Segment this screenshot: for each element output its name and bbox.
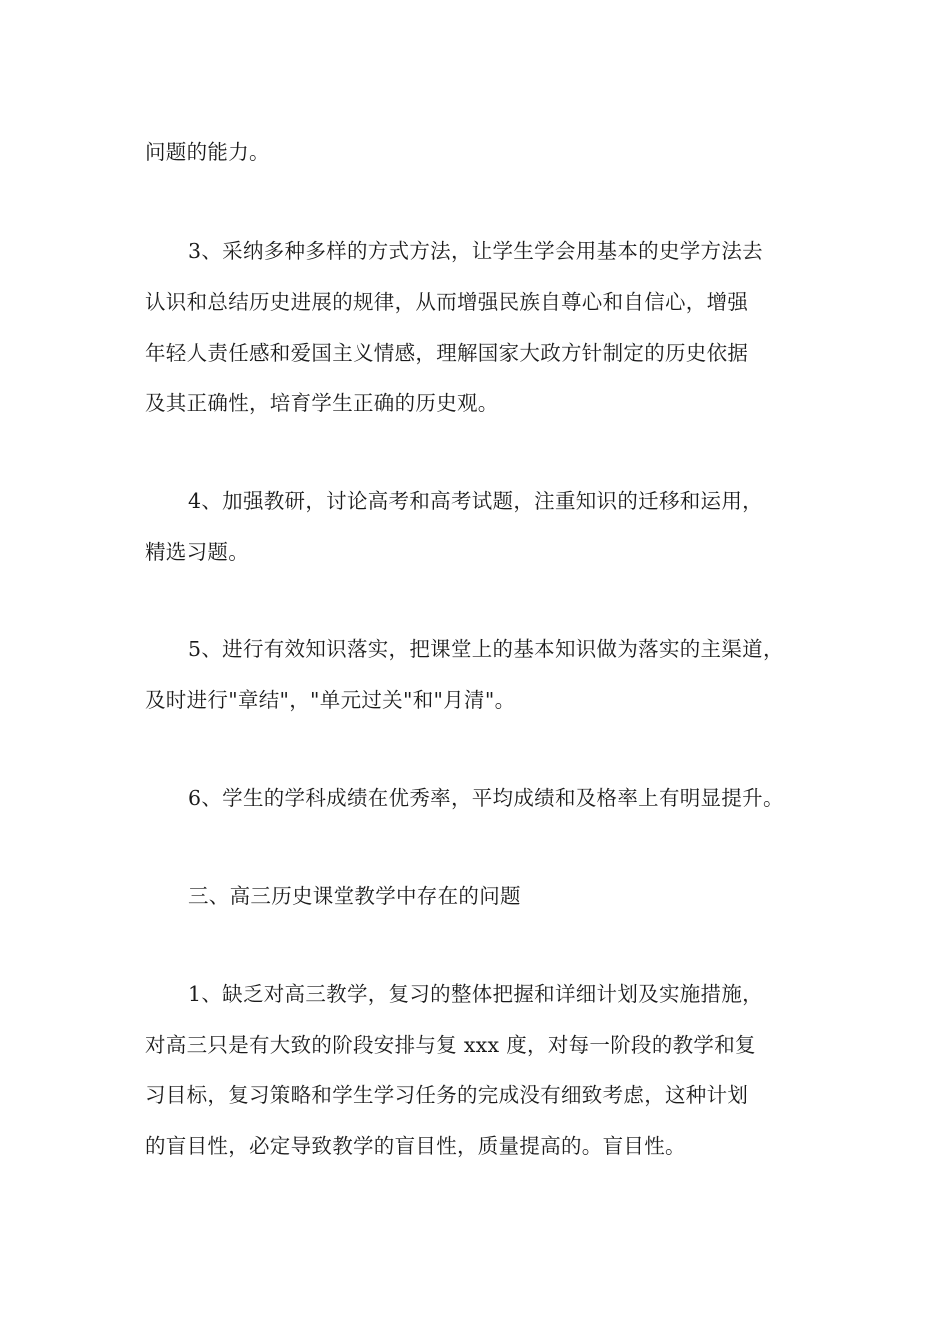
paragraph-3-line-2: 认识和总结历史进展的规律，从而增强民族自尊心和自信心，增强	[145, 290, 749, 314]
paragraph-3-line-4: 及其正确性，培育学生正确的历史观。	[145, 391, 499, 415]
paragraph-3-line-1: 3、采纳多种多样的方式方法，让学生学会用基本的史学方法去	[188, 239, 763, 263]
paragraph-continuation-line: 问题的能力。	[145, 140, 270, 164]
paragraph-4-line-2: 精选习题。	[145, 540, 249, 564]
section-heading: 三、高三历史课堂教学中存在的问题	[188, 884, 521, 908]
paragraph-problem-1-line-1: 1、缺乏对高三教学，复习的整体把握和详细计划及实施措施，	[188, 982, 763, 1006]
paragraph-5-line-1: 5、进行有效知识落实，把课堂上的基本知识做为落实的主渠道，	[188, 637, 784, 661]
paragraph-6-line-1: 6、学生的学科成绩在优秀率，平均成绩和及格率上有明显提升。	[188, 786, 784, 810]
paragraph-3-line-3: 年轻人责任感和爱国主义情感，理解国家大政方针制定的历史依据	[145, 341, 749, 365]
paragraph-problem-1-line-2: 对高三只是有大致的阶段安排与复 xxx 度，对每一阶段的教学和复	[145, 1033, 756, 1057]
paragraph-5-line-2: 及时进行"章结"，"单元过关"和"月清"。	[145, 688, 516, 712]
paragraph-problem-1-line-4: 的盲目性，必定导致教学的盲目性，质量提高的。盲目性。	[145, 1134, 686, 1158]
paragraph-problem-1-line-3: 习目标，复习策略和学生学习任务的完成没有细致考虑，这种计划	[145, 1083, 749, 1107]
paragraph-4-line-1: 4、加强教研，讨论高考和高考试题，注重知识的迁移和运用，	[188, 489, 763, 513]
